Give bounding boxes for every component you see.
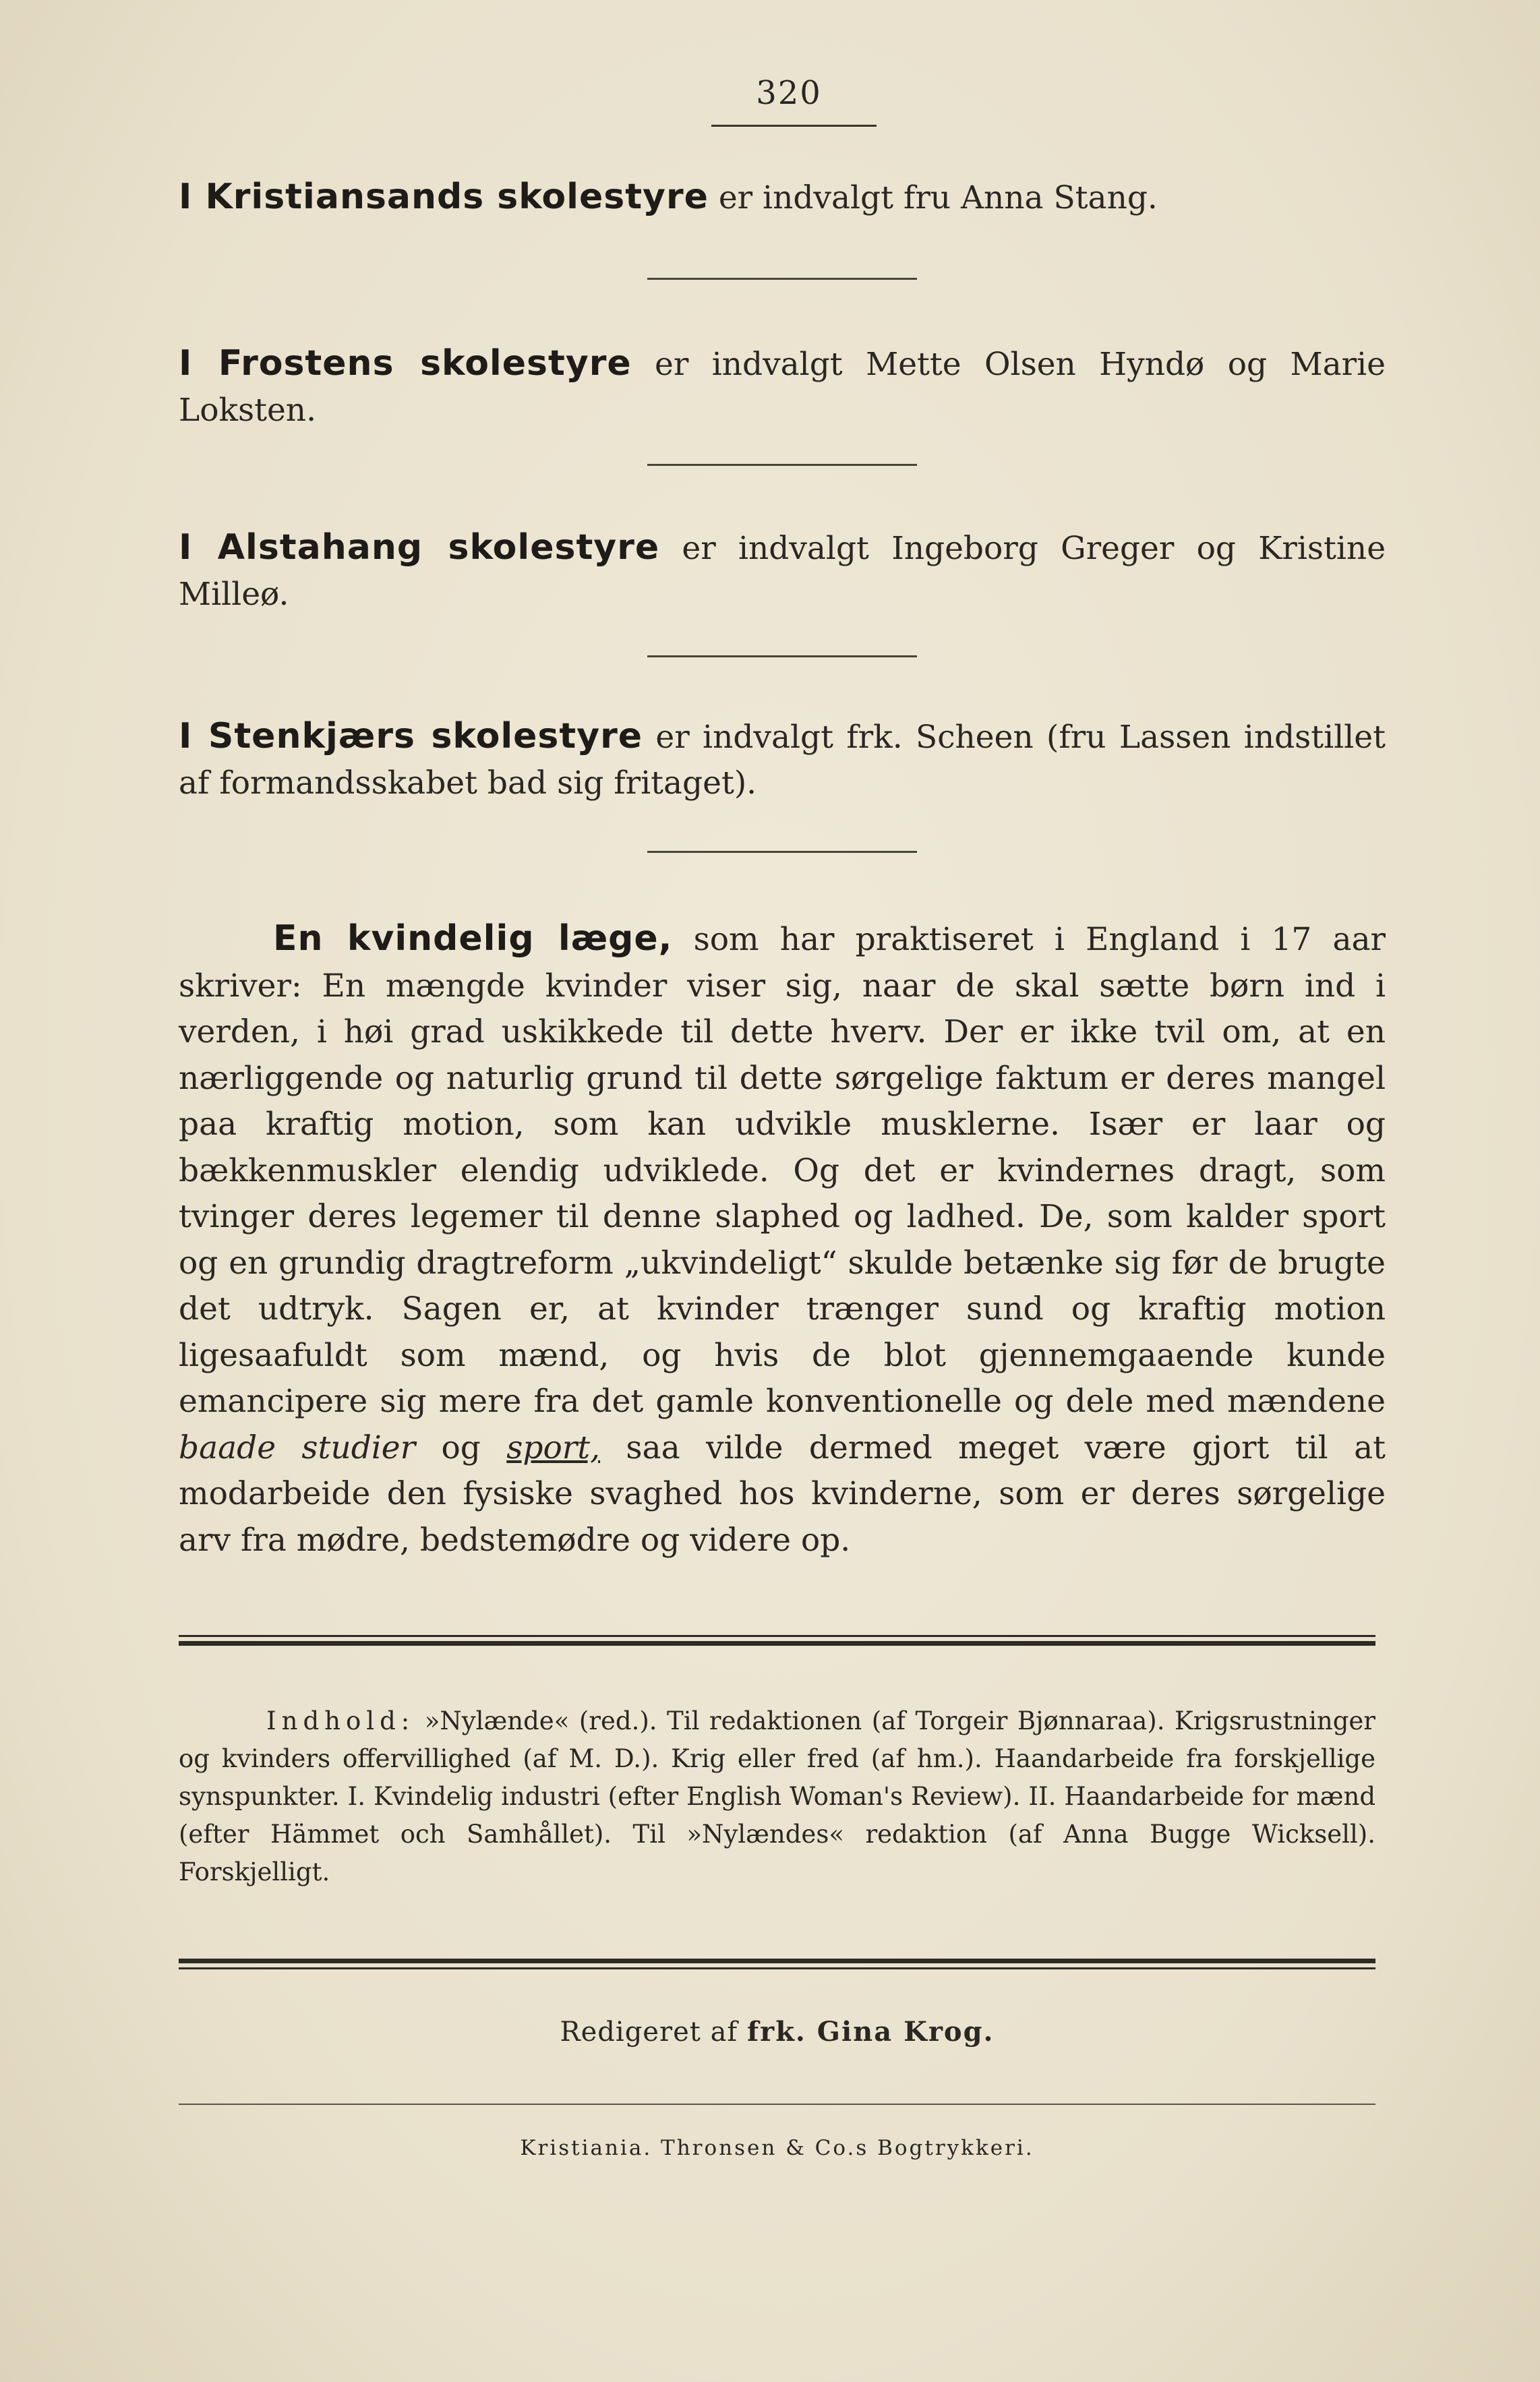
notice-text: er indvalgt Mette Olsen Hyndø og Marie Loksten.	[179, 346, 1386, 429]
notice-lead: I Kristiansands skolestyre	[179, 177, 709, 217]
imprint-rule	[179, 2104, 1375, 2105]
article-lead: En kvindelig læge,	[273, 918, 673, 959]
notice-paragraph	[179, 340, 1386, 434]
notice-paragraph	[179, 713, 1386, 806]
article-text-1: som har praktiseret i England i 17 aar skriver: En mængde kvinder viser sig, naar de skal sætte børn ind i verden, i høi grad uskikkede til dette hverv. Der er ikke tvil om, at en nærliggende og naturlig grund til dette sørgelige faktum er deres mangel paa kraftig motion, som kan udvikle musklerne. Især er laar og bækkenmuskler elendig udviklede. Og det er kvindernes dragt, som tvinger deres legemer til denne slaphed og ladhed. De, som kalder sport og en grundig dragtreform „ukvindeligt“ skulde betænke sig før de brugte det udtryk. Sagen er, at kvinder trænger sund og kraftig motion ligesaafuldt som mænd, og hvis de blot gjennemgaaende kunde emancipere sig mere fra det gamle konventionelle og dele med mændene	[179, 921, 1386, 1420]
article-female-doctor	[179, 916, 1386, 1564]
notice-lead: I Stenkjærs skolestyre	[179, 716, 643, 756]
section-divider	[647, 655, 917, 657]
page-number: 320	[756, 74, 822, 112]
contents-top-rule	[179, 1635, 1375, 1646]
notice-stenkjaer	[179, 713, 1386, 806]
notice-text: er indvalgt Ingeborg Greger og Kristine Milleø.	[179, 530, 1386, 613]
notice-text: er indvalgt fru Anna Stang.	[708, 179, 1158, 216]
article-italic-1: baade studier	[179, 1429, 416, 1466]
contents-bottom-rule	[179, 1959, 1375, 1969]
section-divider	[647, 278, 917, 280]
article-text-3: saa vilde dermed meget være gjort til at modarbeide den fysiske svaghed hos kvinderne, som er deres sørgelige arv fra mødre, bedstemødre og videre op.	[179, 1429, 1386, 1559]
contents-text: »Nylænde« (red.). Til redaktionen (af Torgeir Bjønnaraa). Krigsrustninger og kvinders offervillighed (af M. D.). Krig eller fred (af hm.). Haandarbeide fra forskjellige synspunkter. I. Kvindelig industri (efter English Woman's Review). II. Haandarbeide for mænd (efter Hämmet och Samhållet). Til »Nylændes« redaktion (af Anna Bugge Wicksell). Forskjelligt.	[179, 1706, 1375, 1886]
notice-lead: I Alstahang skolestyre	[179, 527, 660, 568]
editor-name: frk. Gina Krog.	[746, 2016, 995, 2048]
article-paragraph	[179, 916, 1386, 1564]
printer-imprint: Kristiania. Thronsen & Co.s Bogtrykkeri.	[520, 2136, 1034, 2160]
notice-lead: I Frostens skolestyre	[179, 343, 632, 384]
article-italic-2: sport,	[506, 1429, 601, 1466]
editor-prefix: Redigeret af	[560, 2017, 738, 2048]
editor-line	[179, 2016, 1375, 2048]
notice-alstahang	[179, 525, 1386, 618]
notice-paragraph	[179, 174, 1386, 221]
notice-text: er indvalgt frk. Scheen (fru Lassen indstillet af formandsskabet bad sig fritaget).	[179, 719, 1386, 802]
section-divider	[647, 464, 917, 466]
page-number-rule	[711, 125, 877, 127]
table-of-contents	[179, 1702, 1375, 1891]
contents-label: Indhold:	[266, 1706, 415, 1735]
notice-kristiansand	[179, 174, 1386, 221]
section-divider	[647, 851, 917, 853]
notice-frosten	[179, 340, 1386, 434]
notice-paragraph	[179, 525, 1386, 618]
article-text-2: og	[415, 1429, 507, 1466]
